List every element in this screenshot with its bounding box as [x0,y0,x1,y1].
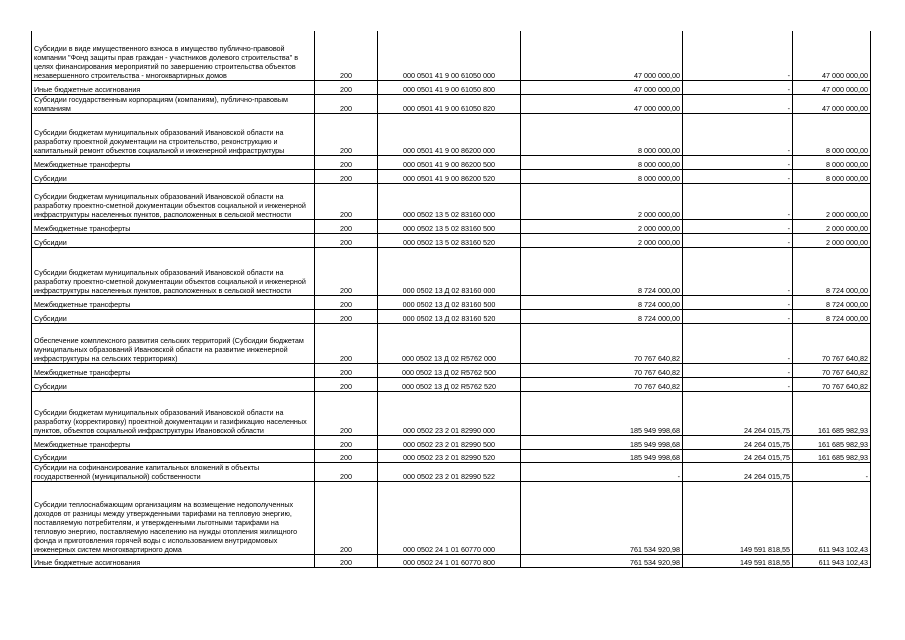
table-row [32,377,871,391]
cell-kbk: 000 0501 41 9 00 86200 000 [378,113,521,155]
cell-remaining: 8 000 000,00 [793,169,871,183]
table-row [32,169,871,183]
cell-name: Субсидии [32,233,315,247]
cell-code: 200 [315,247,378,295]
cell-executed: - [683,323,793,363]
table-row [32,233,871,247]
table-row [32,94,871,113]
cell-kbk: 000 0502 13 5 02 83160 520 [378,233,521,247]
cell-remaining: 47 000 000,00 [793,80,871,94]
table-row [32,435,871,449]
cell-remaining: 2 000 000,00 [793,219,871,233]
cell-remaining: 2 000 000,00 [793,183,871,219]
cell-kbk: 000 0502 13 5 02 83160 000 [378,183,521,219]
cell-remaining: 161 685 982,93 [793,435,871,449]
cell-executed: - [683,233,793,247]
cell-code: 200 [315,449,378,462]
cell-approved: 8 724 000,00 [521,247,683,295]
table-row [32,247,871,295]
cell-kbk: 000 0502 13 Д 02 R5762 000 [378,323,521,363]
cell-kbk: 000 0502 23 2 01 82990 522 [378,462,521,481]
cell-approved: 70 767 640,82 [521,363,683,377]
cell-approved: 70 767 640,82 [521,377,683,391]
table-row [32,481,871,554]
cell-remaining: 70 767 640,82 [793,377,871,391]
cell-executed: - [683,219,793,233]
cell-name: Субсидии на софинансирование капитальных вложений в объекты государственной (муниципальной) собственности [32,462,315,481]
cell-code: 200 [315,377,378,391]
cell-approved: 47 000 000,00 [521,31,683,80]
cell-executed: - [683,363,793,377]
cell-name: Субсидии [32,377,315,391]
table-row [32,391,871,435]
cell-code: 200 [315,481,378,554]
cell-kbk: 000 0502 23 2 01 82990 520 [378,449,521,462]
cell-code: 200 [315,155,378,169]
cell-approved: 8 000 000,00 [521,155,683,169]
cell-executed: - [683,80,793,94]
cell-kbk: 000 0502 23 2 01 82990 000 [378,391,521,435]
cell-approved: 47 000 000,00 [521,94,683,113]
table-row [32,363,871,377]
cell-executed: 24 264 015,75 [683,449,793,462]
table-row [32,462,871,481]
cell-approved: 2 000 000,00 [521,183,683,219]
cell-name: Субсидии [32,309,315,323]
cell-approved: - [521,462,683,481]
cell-kbk: 000 0501 41 9 00 61050 800 [378,80,521,94]
cell-kbk: 000 0501 41 9 00 86200 500 [378,155,521,169]
table-row [32,155,871,169]
cell-remaining: 611 943 102,43 [793,554,871,567]
cell-code: 200 [315,435,378,449]
cell-code: 200 [315,169,378,183]
cell-remaining: 8 724 000,00 [793,247,871,295]
cell-executed: - [683,295,793,309]
cell-kbk: 000 0501 41 9 00 61050 820 [378,94,521,113]
cell-remaining: 70 767 640,82 [793,323,871,363]
table-row [32,554,871,567]
cell-remaining: - [793,462,871,481]
cell-code: 200 [315,94,378,113]
cell-name: Иные бюджетные ассигнования [32,554,315,567]
cell-code: 200 [315,462,378,481]
cell-code: 200 [315,183,378,219]
cell-executed: 149 591 818,55 [683,481,793,554]
cell-approved: 2 000 000,00 [521,233,683,247]
cell-name: Субсидии [32,169,315,183]
cell-name: Субсидии в виде имущественного взноса в имущество публично-правовой компании "Фонд защиты прав граждан - участников долевого строительства" в целях финансирования мероприятий по завершению строительства объектов незавершенного строительства - многоквартирных домов [32,31,315,80]
cell-name: Иные бюджетные ассигнования [32,80,315,94]
cell-kbk: 000 0502 13 Д 02 83160 520 [378,309,521,323]
cell-remaining: 161 685 982,93 [793,449,871,462]
cell-approved: 8 000 000,00 [521,169,683,183]
cell-kbk: 000 0501 41 9 00 86200 520 [378,169,521,183]
cell-name: Субсидии государственным корпорациям (компаниям), публично-правовым компаниям [32,94,315,113]
budget-execution-table [31,31,871,568]
cell-approved: 761 534 920,98 [521,554,683,567]
cell-remaining: 8 000 000,00 [793,113,871,155]
cell-approved: 2 000 000,00 [521,219,683,233]
cell-name: Межбюджетные трансферты [32,155,315,169]
cell-name: Субсидии бюджетам муниципальных образований Ивановской области на разработку проектно-сметной документации объектов социальной и инженерной инфраструктуры населенных пунктов, расположенных в сельской местности [32,247,315,295]
cell-code: 200 [315,309,378,323]
cell-remaining: 611 943 102,43 [793,481,871,554]
cell-approved: 8 000 000,00 [521,113,683,155]
cell-kbk: 000 0502 23 2 01 82990 500 [378,435,521,449]
cell-executed: - [683,309,793,323]
cell-approved: 761 534 920,98 [521,481,683,554]
cell-executed: - [683,247,793,295]
cell-kbk: 000 0502 13 Д 02 R5762 500 [378,363,521,377]
cell-kbk: 000 0502 24 1 01 60770 800 [378,554,521,567]
table-row [32,295,871,309]
cell-code: 200 [315,554,378,567]
cell-code: 200 [315,80,378,94]
cell-approved: 185 949 998,68 [521,449,683,462]
cell-code: 200 [315,233,378,247]
table-row [32,219,871,233]
cell-code: 200 [315,323,378,363]
cell-executed: 24 264 015,75 [683,391,793,435]
cell-executed: - [683,94,793,113]
table-row [32,183,871,219]
cell-remaining: 8 000 000,00 [793,155,871,169]
cell-kbk: 000 0501 41 9 00 61050 000 [378,31,521,80]
cell-kbk: 000 0502 13 Д 02 R5762 520 [378,377,521,391]
cell-executed: 24 264 015,75 [683,435,793,449]
cell-approved: 8 724 000,00 [521,309,683,323]
cell-name: Субсидии бюджетам муниципальных образований Ивановской области на разработку проектно-сметной документации объектов социальной и инженерной инфраструктуры населенных пунктов, расположенных в сельской местности [32,183,315,219]
cell-name: Межбюджетные трансферты [32,363,315,377]
cell-name: Субсидии бюджетам муниципальных образований Ивановской области на разработку (корректировку) проектной документации и газификацию населенных пунктов, объектов социальной инфраструктуры Ивановской области [32,391,315,435]
cell-code: 200 [315,363,378,377]
table-row [32,309,871,323]
table-row [32,449,871,462]
cell-kbk: 000 0502 13 5 02 83160 500 [378,219,521,233]
cell-remaining: 47 000 000,00 [793,94,871,113]
cell-remaining: 70 767 640,82 [793,363,871,377]
cell-remaining: 47 000 000,00 [793,31,871,80]
cell-name: Межбюджетные трансферты [32,219,315,233]
cell-approved: 47 000 000,00 [521,80,683,94]
cell-approved: 185 949 998,68 [521,435,683,449]
cell-code: 200 [315,219,378,233]
cell-remaining: 8 724 000,00 [793,309,871,323]
cell-name: Обеспечение комплексного развития сельских территорий (Субсидии бюджетам муниципальных образований Ивановской области на развитие инженерной инфраструктуры на сельских территориях) [32,323,315,363]
table-row [32,113,871,155]
cell-name: Межбюджетные трансферты [32,435,315,449]
cell-executed: - [683,155,793,169]
cell-name: Субсидии [32,449,315,462]
cell-remaining: 2 000 000,00 [793,233,871,247]
cell-code: 200 [315,295,378,309]
cell-approved: 185 949 998,68 [521,391,683,435]
cell-remaining: 8 724 000,00 [793,295,871,309]
cell-name: Межбюджетные трансферты [32,295,315,309]
cell-approved: 8 724 000,00 [521,295,683,309]
cell-executed: 24 264 015,75 [683,462,793,481]
cell-kbk: 000 0502 24 1 01 60770 000 [378,481,521,554]
cell-code: 200 [315,113,378,155]
table-row [32,323,871,363]
cell-executed: - [683,113,793,155]
cell-name: Субсидии теплоснабжающим организациям на возмещение недополученных доходов от разницы между утвержденными тарифами на тепловую энергию, поставляемую потребителям, и утвержденными льготными тарифами на тепловую энергию, поставляемую населению на нужды отопления жилищного фонда и приготовления горячей воды с использованием внутридомовых инженерных систем многоквартирного дома [32,481,315,554]
cell-executed: - [683,31,793,80]
cell-kbk: 000 0502 13 Д 02 83160 000 [378,247,521,295]
table-row [32,31,871,80]
cell-approved: 70 767 640,82 [521,323,683,363]
cell-executed: - [683,377,793,391]
cell-code: 200 [315,31,378,80]
table-row [32,80,871,94]
cell-executed: - [683,183,793,219]
cell-remaining: 161 685 982,93 [793,391,871,435]
cell-kbk: 000 0502 13 Д 02 83160 500 [378,295,521,309]
cell-code: 200 [315,391,378,435]
cell-executed: 149 591 818,55 [683,554,793,567]
cell-name: Субсидии бюджетам муниципальных образований Ивановской области на разработку проектной документации на строительство, реконструкцию и капитальный ремонт объектов социальной и инженерной инфраструктуры [32,113,315,155]
cell-executed: - [683,169,793,183]
